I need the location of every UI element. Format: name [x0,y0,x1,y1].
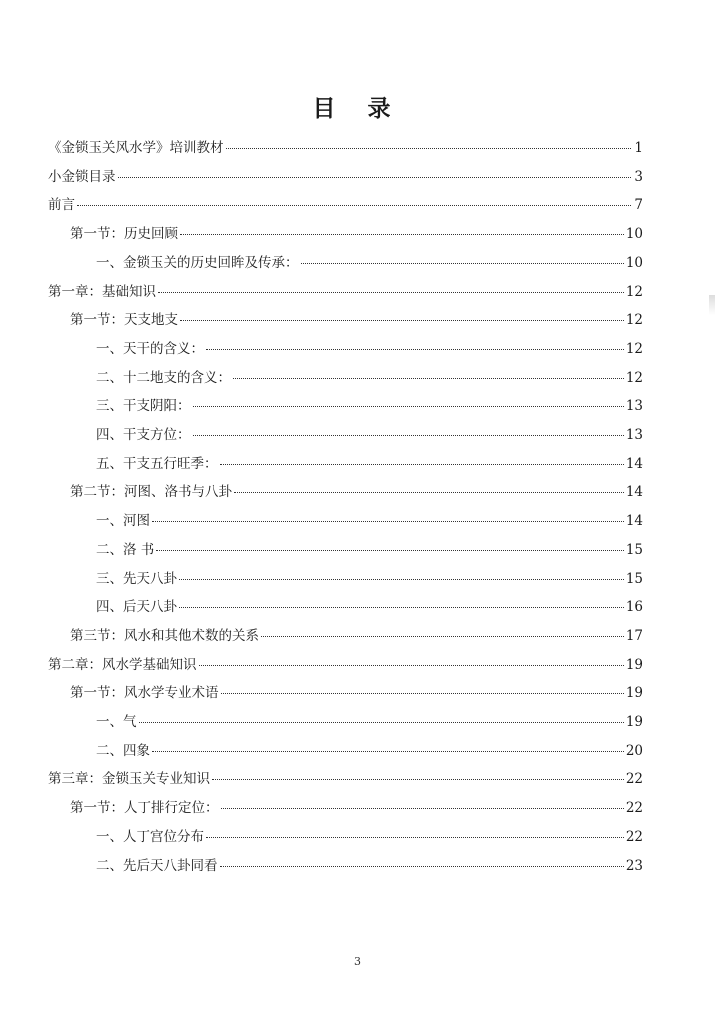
toc-entry-page: 19 [625,685,643,702]
toc-entry-label: 第二章：风水学基础知识 [48,656,197,673]
toc-entry-page: 14 [625,513,643,530]
toc-entry-page: 13 [625,427,643,443]
toc-entry-label: 一、气 [96,714,137,730]
toc-entry-label: 五、干支五行旺季： [96,455,218,472]
toc-dot-leader [179,606,624,608]
toc-dot-leader [156,549,624,551]
toc-entry-page: 14 [625,484,643,501]
toc-entry-page: 7 [634,197,643,214]
toc-entry-page: 1 [634,140,643,156]
toc-dot-leader [152,520,624,522]
page-title: 目 录 [312,96,403,122]
toc-entry[interactable] [70,309,643,331]
toc-entry-page: 15 [625,570,643,587]
toc-entry-page: 17 [625,627,643,644]
toc-entry-label: 《金锁玉关风水学》培训教材 [48,140,224,156]
toc-entry-label: 前言 [48,197,75,214]
toc-entry-label: 二、十二地支的含义： [96,369,231,386]
toc-entry[interactable] [96,596,643,618]
toc-entry-page: 14 [625,455,643,472]
toc-entry[interactable] [48,768,643,790]
toc-entry-label: 四、干支方位： [96,427,191,443]
toc-dot-leader [301,262,624,264]
toc-entry[interactable] [96,367,643,389]
toc-dot-leader [180,233,624,235]
toc-entry[interactable] [96,338,643,360]
toc-dot-leader [118,176,632,178]
toc-entry[interactable] [96,855,643,877]
toc-entry-label: 二、洛 书 [96,541,155,558]
toc-entry-page: 22 [625,771,643,788]
toc-entry-page: 20 [625,742,643,759]
toc-entry-label: 三、干支阴阳： [96,398,191,415]
toc-dot-leader [199,664,624,666]
toc-dot-leader [233,377,624,379]
toc-dot-leader [226,147,632,149]
toc-entry-label: 第二节：河图、洛书与八卦 [70,484,232,501]
toc-entry-label: 一、金锁玉关的历史回眸及传承： [96,254,299,271]
toc-entry-page: 16 [625,599,643,616]
toc-dot-leader [193,434,624,436]
toc-entry-page: 12 [625,340,643,357]
toc-dot-leader [193,405,624,407]
toc-entry-page: 13 [625,398,643,415]
toc-entry-label: 第三节：风水和其他术数的关系 [70,627,259,644]
toc-entry-page: 23 [625,857,643,874]
toc-entry-label: 二、四象 [96,742,150,759]
toc-dot-leader [221,692,624,694]
toc-entry[interactable] [96,453,643,475]
toc-entry[interactable] [96,826,643,848]
toc-entry[interactable] [48,194,643,216]
toc-entry[interactable] [96,510,643,532]
toc-entry[interactable] [70,481,643,503]
toc-entry[interactable] [48,654,643,676]
toc-entry[interactable] [70,223,643,245]
toc-entry-label: 三、先天八卦 [96,570,177,587]
toc-entry-label: 二、先后天八卦同看 [96,857,218,874]
toc-dot-leader [234,491,624,493]
toc-dot-leader [139,721,624,723]
toc-entry[interactable] [96,252,643,274]
toc-entry[interactable] [96,424,643,446]
toc-entry[interactable] [96,740,643,762]
toc-entry-page: 19 [625,714,643,730]
toc-entry-page: 3 [634,168,643,185]
toc-entry-label: 第一章：基础知识 [48,283,156,300]
toc-entry-label: 一、人丁宫位分布 [96,828,204,845]
toc-entry-label: 一、河图 [96,513,150,530]
toc-entry-page: 12 [625,283,643,300]
toc-dot-leader [152,750,624,752]
toc-entry-page: 22 [625,800,643,817]
toc-entry[interactable] [48,137,643,159]
toc-dot-leader [180,319,624,321]
toc-entry[interactable] [70,625,643,647]
toc-dot-leader [206,836,624,838]
toc-entry-page: 12 [625,312,643,329]
toc-entry[interactable] [70,797,643,819]
toc-entry-label: 第一节：风水学专业术语 [70,685,219,702]
toc-entry-page: 10 [625,254,643,271]
toc-dot-leader [261,635,624,637]
toc-entry-label: 第一节：历史回顾 [70,226,178,243]
toc-entry-page: 22 [625,828,643,845]
toc-entry-page: 10 [625,226,643,243]
toc-entry[interactable] [48,166,643,188]
toc-entry[interactable] [70,682,643,704]
toc-entry[interactable] [96,539,643,561]
toc-entry[interactable] [48,281,643,303]
toc-entry[interactable] [96,395,643,417]
footer-page-number: 3 [354,955,361,968]
toc-entry-label: 第一节：人丁排行定位： [70,800,219,817]
toc-entry-page: 19 [625,656,643,673]
toc-dot-leader [220,463,624,465]
toc-dot-leader [206,348,624,350]
scan-edge-mark [709,295,715,315]
toc-dot-leader [221,807,624,809]
toc-dot-leader [77,204,631,206]
toc-dot-leader [179,578,624,580]
toc-dot-leader [212,778,624,780]
toc-dot-leader [158,291,624,293]
toc-entry-label: 四、后天八卦 [96,599,177,616]
toc-entry[interactable] [96,711,643,733]
toc-entry-label: 小金锁目录 [48,168,116,185]
toc-entry-label: 第一节：天支地支 [70,312,178,329]
toc-entry[interactable] [96,568,643,590]
toc-entry-label: 一、天干的含义： [96,340,204,357]
toc-entry-page: 15 [625,541,643,558]
toc-dot-leader [220,865,624,867]
toc-entry-label: 第三章：金锁玉关专业知识 [48,771,210,788]
toc-entry-page: 12 [625,369,643,386]
